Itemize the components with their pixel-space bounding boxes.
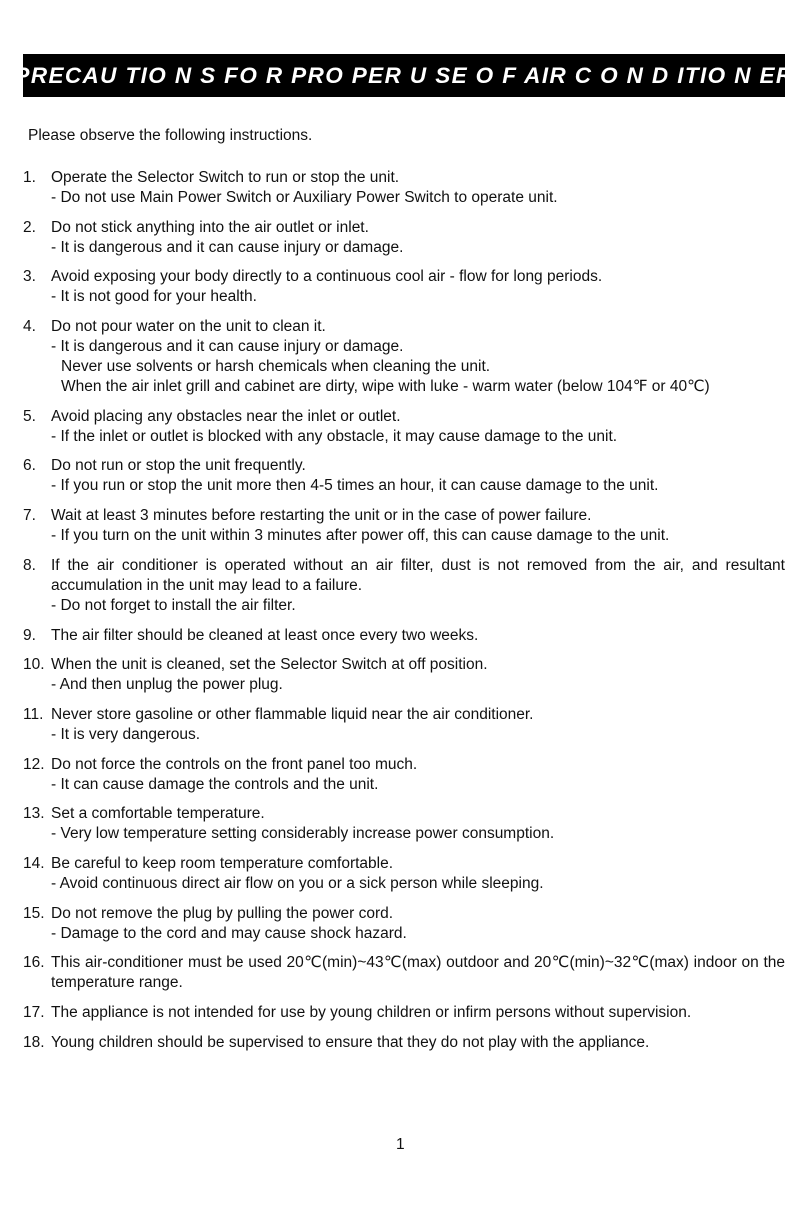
list-item <box>23 626 785 646</box>
item-text: Do not force the controls on the front panel too much. <box>51 755 418 773</box>
item-subtext: - If you turn on the unit within 3 minutes after power off, this can cause damage to the unit. <box>51 527 670 545</box>
list-item <box>23 506 785 546</box>
item-number: 1. <box>23 169 36 186</box>
item-text: Young children should be supervised to ensure that they do not play with the appliance. <box>51 1033 650 1051</box>
item-text: Never store gasoline or other flammable liquid near the air conditioner. <box>51 705 534 723</box>
list-item <box>23 804 785 844</box>
item-number: 14. <box>23 854 45 872</box>
item-subtext: - Avoid continuous direct air flow on you or a sick person while sleeping. <box>51 874 544 892</box>
item-number: 11. <box>23 705 44 723</box>
list-item <box>23 655 785 695</box>
item-number: 3. <box>23 268 36 286</box>
item-text: Operate the Selector Switch to run or stop the unit. <box>51 169 400 186</box>
list-item <box>23 168 785 208</box>
item-text: Avoid placing any obstacles near the inlet or outlet. <box>51 407 401 425</box>
list-item <box>23 904 785 944</box>
list-item <box>23 317 785 397</box>
item-text: This air-conditioner must be used 20℃(min)~43℃(max) outdoor and 20℃(min)~32℃(max) indoor on the temperature range. <box>51 954 785 992</box>
item-subtext: - It is very dangerous. <box>51 725 201 743</box>
item-number: 2. <box>23 218 36 236</box>
item-number: 4. <box>23 318 36 336</box>
item-number: 12. <box>23 755 45 773</box>
item-subtext: - It is dangerous and it can cause injury or damage. <box>51 238 404 256</box>
item-subtext: - And then unplug the power plug. <box>51 676 283 694</box>
item-text: When the unit is cleaned, set the Selector Switch at off position. <box>51 656 488 674</box>
intro-text: Please observe the following instructions. <box>28 127 313 144</box>
list-item <box>23 1033 785 1053</box>
item-number: 16. <box>23 954 45 972</box>
item-number: 18. <box>23 1033 45 1051</box>
item-subtext: - It is not good for your health. <box>51 288 257 306</box>
item-number: 15. <box>23 904 45 922</box>
item-subtext: - It can cause damage the controls and the unit. <box>51 775 379 793</box>
title-banner <box>14 54 794 97</box>
item-number: 7. <box>23 507 36 525</box>
page-title: PRECAU TIO N S FO R PRO PER U SE O F AIR C O N D ITIO N ER <box>14 62 794 88</box>
item-text: Do not pour water on the unit to clean it. <box>51 318 326 336</box>
item-subtext: When the air inlet grill and cabinet are dirty, wipe with luke - warm water (below 104℉ or 40℃) <box>61 378 710 396</box>
list-item <box>23 705 785 745</box>
item-number: 17. <box>23 1004 45 1021</box>
item-text: The air filter should be cleaned at least once every two weeks. <box>51 626 479 644</box>
instruction-list <box>23 168 785 1062</box>
page-number: 1 <box>396 1136 405 1153</box>
item-text: Avoid exposing your body directly to a continuous cool air - flow for long periods. <box>51 268 603 286</box>
item-number: 6. <box>23 457 36 475</box>
item-text: Do not stick anything into the air outlet or inlet. <box>51 218 369 236</box>
list-item <box>23 854 785 894</box>
item-subtext: - Very low temperature setting considerably increase power consumption. <box>51 825 555 843</box>
item-number: 9. <box>23 626 36 644</box>
item-number: 10. <box>23 656 45 674</box>
list-item <box>23 1003 785 1023</box>
item-subtext: Never use solvents or harsh chemicals when cleaning the unit. <box>61 358 491 376</box>
item-subtext: - Do not forget to install the air filter. <box>51 596 296 614</box>
list-item <box>23 456 785 496</box>
list-item <box>23 556 785 616</box>
item-text: Do not run or stop the unit frequently. <box>51 457 306 475</box>
item-subtext: - If the inlet or outlet is blocked with any obstacle, it may cause damage to the unit. <box>51 427 618 445</box>
item-text: Do not remove the plug by pulling the power cord. <box>51 904 394 922</box>
item-text: Wait at least 3 minutes before restarting the unit or in the case of power failure. <box>51 507 592 525</box>
item-text: The appliance is not intended for use by young children or infirm persons without supervision. <box>51 1004 692 1021</box>
item-subtext: - It is dangerous and it can cause injury or damage. <box>51 338 404 356</box>
item-text: Set a comfortable temperature. <box>51 805 265 823</box>
item-subtext: - Do not use Main Power Switch or Auxiliary Power Switch to operate unit. <box>51 189 558 206</box>
item-subtext: - If you run or stop the unit more then 4-5 times an hour, it can cause damage to the unit. <box>51 477 659 495</box>
item-text: Be careful to keep room temperature comfortable. <box>51 854 394 872</box>
item-number: 13. <box>23 805 45 823</box>
item-number: 8. <box>23 556 36 574</box>
list-item <box>23 755 785 795</box>
item-text: If the air conditioner is operated without an air filter, dust is not removed from the air, and resultant accumulation in the unit may lead to a failure. <box>51 556 785 594</box>
item-subtext: - Damage to the cord and may cause shock hazard. <box>51 924 407 942</box>
list-item <box>23 407 785 447</box>
item-number: 5. <box>23 407 36 425</box>
list-item <box>23 218 785 258</box>
list-item <box>23 953 785 993</box>
list-item <box>23 267 785 307</box>
